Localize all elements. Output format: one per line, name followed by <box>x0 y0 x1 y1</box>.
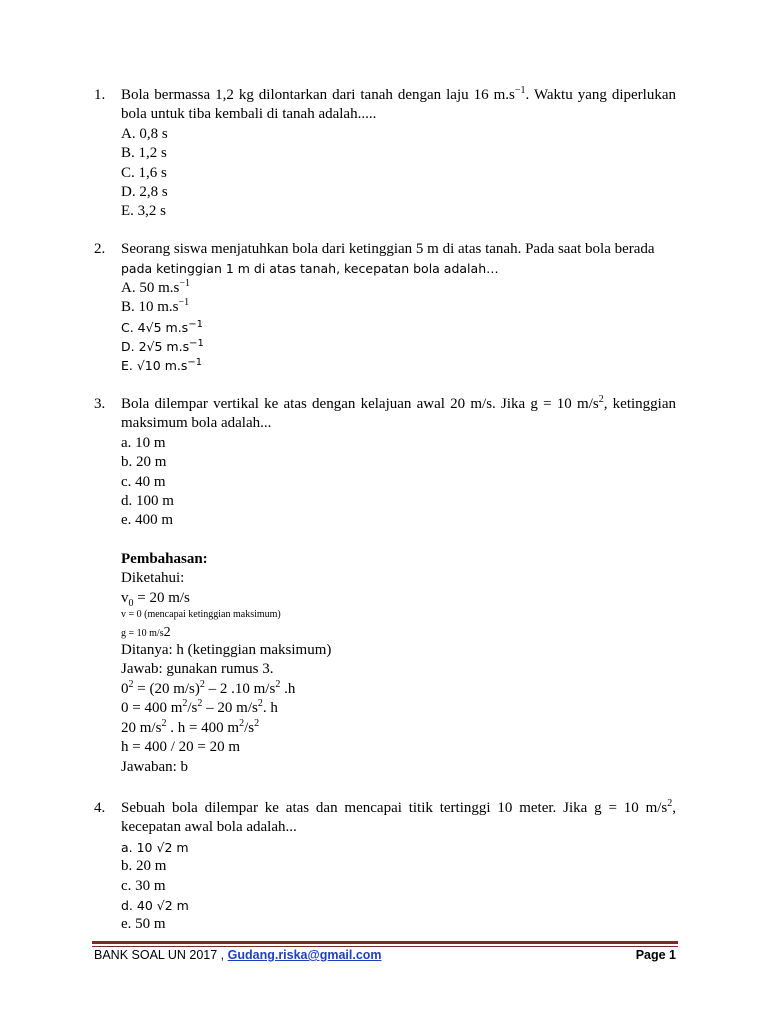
question-2 <box>94 240 676 376</box>
equation-4: h = 400 / 20 = 20 m <box>121 739 241 756</box>
question-stem <box>121 86 676 125</box>
g-line: g = 10 m/s2 <box>121 625 171 641</box>
footer-left <box>94 948 382 962</box>
equation-2: 0 = 400 $m^2/s^2 - 20$ $m/s^2$. h <box>121 698 278 717</box>
diketahui-label: Diketahui: <box>121 570 185 587</box>
footer-rule-thin <box>92 946 678 947</box>
option-c: C. 1,6 s <box>121 164 167 181</box>
jawab-line: Jawab: gunakan rumus 3. <box>121 661 274 678</box>
question-number: 2. <box>94 241 106 257</box>
question-4 <box>94 799 676 935</box>
option-d: d. 40 √2 m <box>121 898 189 914</box>
stem-superscript: −1 <box>514 85 526 96</box>
v-line: v = 0 (mencapai ketinggian maksimum) <box>121 609 281 621</box>
stem-text: , kecepatan awal bola adalah... <box>121 800 676 836</box>
equation-3: 20 $m/s^2$ . h = 400 $m^2/s^2$ <box>121 717 260 736</box>
option-b: B. 1,2 s <box>121 145 167 162</box>
ditanya-line: Ditanya: h (ketinggian maksimum) <box>121 642 332 659</box>
option-b: b. 20 m <box>121 454 167 471</box>
option-d: d. 100 m <box>121 493 174 510</box>
question-number: 4. <box>94 800 106 816</box>
option-e: E. √10 $m.s^{-1}$ <box>121 357 203 374</box>
question-3 <box>94 395 676 777</box>
stem-text: Bola bermassa 1,2 kg dilontarkan dari tanah dengan laju 16 m.s <box>121 87 515 103</box>
option-c: c. 40 m <box>121 473 166 490</box>
option-b: b. 20 m <box>121 858 167 875</box>
question-stem: Seorang siswa menjatuhkan bola dari ketinggian 5 m di atas tanah. Pada saat bola berada <box>121 241 655 257</box>
option-d: D. 2,8 s <box>121 184 168 201</box>
option-a: a. 10 √2 m <box>121 839 189 855</box>
option-c: C. 4√5 $m.s^{-1}$ <box>121 318 203 335</box>
footer-page-label: Page 1 <box>635 948 676 962</box>
v0-line: $v_0 = 20$ m/s <box>121 589 190 609</box>
question-1 <box>94 86 676 222</box>
option-e: e. 400 m <box>121 512 174 529</box>
jawaban-line: Jawaban: b <box>121 758 189 775</box>
question-number: 1. <box>94 87 106 103</box>
option-a: A. 50 $m.s^{-1}$ <box>121 277 190 296</box>
question-stem <box>121 395 676 434</box>
stem-text: Sebuah bola dilempar ke atas dan mencapai titik tertinggi 10 meter. Jika g = 10 m/s <box>121 800 668 816</box>
pembahasan-section <box>121 550 676 777</box>
footer-email-link[interactable]: Gudang.riska@gmail.com <box>227 948 382 962</box>
equation-1: $0^2 = (20$ m/s)$^2$ – 2 .10 $m/s^2$ .h <box>121 678 296 697</box>
option-a: a. 10 m <box>121 434 166 451</box>
option-a: A. 0,8 s <box>121 125 168 142</box>
stem-text: , ketinggian maksimum bola adalah... <box>121 396 676 432</box>
question-number: 3. <box>94 396 106 412</box>
question-stem <box>121 799 676 838</box>
footer-bank-soal-text: BANK SOAL UN 2017 , <box>94 948 228 962</box>
stem-text: . Waktu yang diperlukan bola untuk tiba kembali di tanah adalah..... <box>121 87 676 123</box>
question-stem-continued: pada ketinggian 1 m di atas tanah, kecepatan bola adalah… <box>121 261 499 277</box>
pembahasan-title: Pembahasan: <box>121 550 208 567</box>
option-e: E. 3,2 s <box>121 203 166 220</box>
option-c: c. 30 m <box>121 877 166 894</box>
stem-text: Bola dilempar vertikal ke atas dengan kelajuan awal 20 m/s. Jika g = 10 m/s <box>121 396 599 412</box>
stem-superscript: 2 <box>598 394 604 405</box>
option-b: B. 10 $m.s^{-1}$ <box>121 297 190 316</box>
option-d: D. 2√5 $m.s^{-1}$ <box>121 337 204 355</box>
option-e: e. 50 m <box>121 916 166 933</box>
footer-rule-thick <box>92 941 678 944</box>
stem-superscript: 2 <box>667 798 673 809</box>
